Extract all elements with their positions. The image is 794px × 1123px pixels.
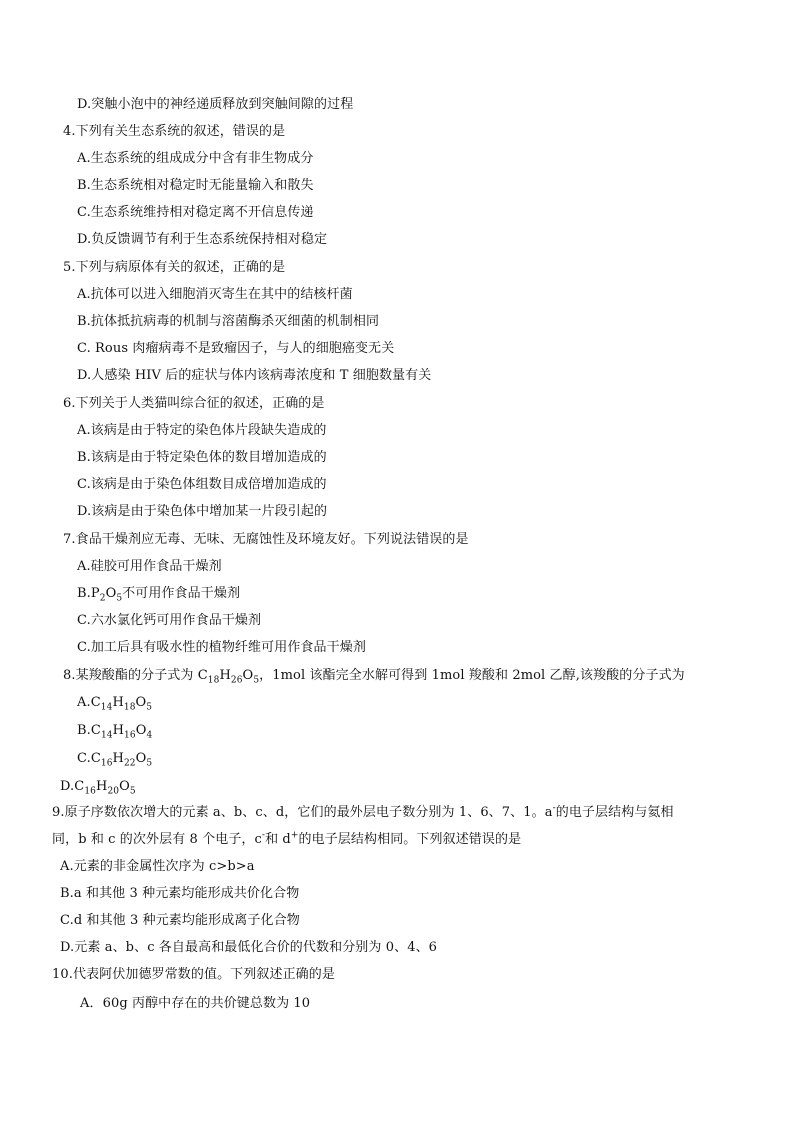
q9-option-d: D.元素 a、b、c 各自最高和最低化合价的代数和分别为 0、4、6 [60, 940, 438, 955]
q9-stem-line2: 同，b 和 c 的次外层有 8 个电子，c-和 d+的电子层结构相同。下列叙述错误的是 [52, 830, 522, 847]
q5-option-c: C. Rous 肉瘤病毒不是致瘤因子，与人的细胞癌变无关 [77, 341, 395, 356]
q9-option-a: A.元素的非金属性次序为 c>b>a [60, 859, 255, 874]
q7-option-b: $B.P_2O_5$不可用作食品干燥剂 [77, 586, 241, 604]
q5-option-a: A.抗体可以进入细胞消灭寄生在其中的结核杆菌 [77, 287, 353, 302]
q6-option-a: A.该病是由于特定的染色体片段缺失造成的 [77, 423, 327, 438]
q8-option-d: $D.C_{16}H_{20}O_5$ [60, 779, 136, 797]
q3-option-d: D.突触小泡中的神经递质释放到突触间隙的过程 [77, 97, 354, 112]
q4-option-c: C.生态系统维持相对稳定离不开信息传递 [77, 205, 314, 220]
q6-option-d: D.该病是由于染色体中增加某一片段引起的 [77, 504, 328, 519]
q4-stem: 4.下列有关生态系统的叙述，错误的是 [63, 124, 286, 139]
q8-stem: 8.某羧酸酯的分子式为 $C_{18}H_{26}O_5$，1mol 该酯完全水解可得到 1mol 羧酸和 2mol 乙醇,该羧酸的分子式为 [63, 668, 685, 686]
q6-option-b: B.该病是由于特定染色体的数目增加造成的 [77, 450, 327, 465]
q5-option-d: D.人感染 HIV 后的症状与体内该病毒浓度和 T 细胞数量有关 [77, 368, 432, 383]
q7-option-d: C.加工后具有吸水性的植物纤维可用作食品干燥剂 [77, 640, 366, 655]
q4-option-b: B.生态系统相对稳定时无能量输入和散失 [77, 178, 314, 193]
q5-stem: 5.下列与病原体有关的叙述，正确的是 [63, 260, 286, 275]
q4-option-a: A.生态系统的组成成分中含有非生物成分 [77, 151, 314, 166]
q8-option-b: $B.C_{14}H_{16}O_4$ [77, 723, 153, 741]
q10-option-a: A．60g 丙醇中存在的共价键总数为 10 [80, 996, 311, 1011]
q9-stem-line1: 9.原子序数依次增大的元素 a、b、c、d，它们的最外层电子数分别为 1、6、7、1。a-的电子层结构与氦相 [52, 803, 674, 820]
q7-option-a: A.硅胶可用作食品干燥剂 [77, 559, 222, 574]
q9-option-b: B.a 和其他 3 种元素均能形成共价化合物 [60, 886, 300, 901]
q5-option-b: B.抗体抵抗病毒的机制与溶菌酶杀灭细菌的机制相同 [77, 314, 380, 329]
q9-option-c: C.d 和其他 3 种元素均能形成离子化合物 [60, 913, 300, 928]
q7-stem: 7.食品干燥剂应无毒、无味、无腐蚀性及环境友好。下列说法错误的是 [63, 532, 469, 547]
q4-option-d: D.负反馈调节有利于生态系统保持相对稳定 [77, 232, 328, 247]
q8-option-a: $A.C_{14}H_{18}O_5$ [77, 695, 153, 713]
q8-option-c: $C.C_{16}H_{22}O_5$ [77, 751, 153, 769]
q6-stem: 6.下列关于人类猫叫综合征的叙述，正确的是 [63, 396, 325, 411]
q7-option-c: C.六水氯化钙可用作食品干燥剂 [77, 613, 262, 628]
q6-option-c: C.该病是由于染色体组数目成倍增加造成的 [77, 477, 327, 492]
q10-stem: 10.代表阿伏加德罗常数的值。下列叙述正确的是 [52, 967, 335, 982]
